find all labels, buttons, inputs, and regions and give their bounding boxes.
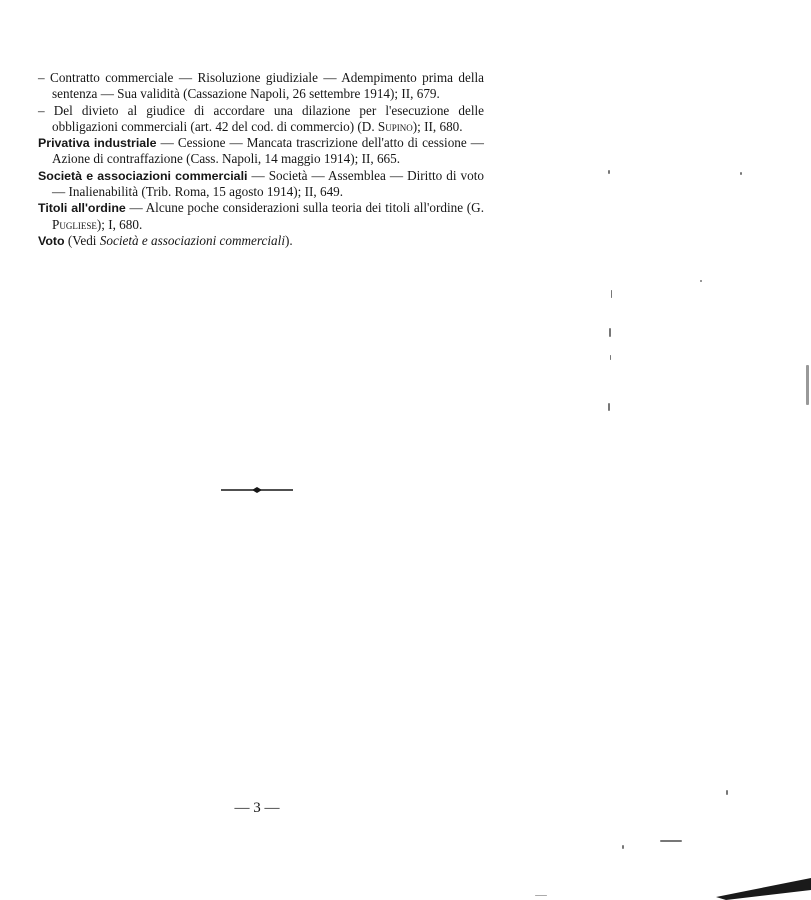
entry-heading: Società e associazioni commerciali: [38, 168, 248, 183]
scan-speck: [740, 172, 742, 175]
scan-edge-shadow: [716, 870, 811, 900]
entry-text-tail: ).: [284, 232, 293, 248]
scan-speck: [611, 290, 612, 298]
entry-dash: –: [38, 102, 54, 118]
entry-heading: Voto: [38, 233, 65, 248]
page-number: — 3 —: [234, 800, 280, 816]
entry-author: Pugliese: [52, 216, 97, 232]
entry-text: — Alcune poche considerazioni sulla teoria dei titoli all'ordine (G.: [125, 200, 484, 216]
entry-heading: Privativa industriale: [38, 136, 157, 151]
entry-crossref: Società e associazioni commerciali: [99, 232, 285, 248]
entry-author: Supino: [377, 118, 413, 134]
scan-speck: [608, 170, 610, 174]
index-entry: [38, 70, 484, 103]
scan-speck: [610, 355, 611, 360]
scan-speck: [622, 845, 624, 849]
section-divider-ornament: [220, 482, 294, 498]
entry-dash: –: [38, 70, 51, 85]
entry-text: (Vedi: [64, 232, 100, 248]
scan-speck: [608, 403, 610, 411]
entry-text: Del divieto al giudice di accordare una dilazione per l'esecuzione delle obbligazioni commerciali (art. 42 del cod. di commercio) (D.: [52, 102, 485, 134]
index-entry: [38, 135, 484, 168]
entry-text: — Cessione — Mancata trascrizione dell'atto di cessione — Azione di contraffazione (Cass. Napoli, 14 maggio 1914); II, 665.: [52, 135, 484, 167]
index-entry: [38, 200, 484, 233]
index-entry: [38, 168, 484, 201]
scan-speck: [806, 365, 809, 405]
index-entries: [38, 70, 484, 249]
scan-speck: [660, 840, 682, 842]
entry-text-tail: ); I, 680.: [96, 216, 143, 232]
entry-heading: Titoli all'ordine: [38, 201, 126, 216]
entry-text-tail: ); II, 680.: [412, 118, 463, 134]
index-entry: [38, 233, 484, 249]
scan-speck: [535, 895, 547, 896]
entry-text: — Società — Assemblea — Diritto di voto — Inalienabilità (Trib. Roma, 15 agosto 1914); II, 649.: [52, 167, 484, 200]
scan-speck: [726, 790, 728, 795]
scan-speck: [700, 280, 702, 282]
index-entry: [38, 103, 484, 136]
entry-text: Contratto commerciale — Risoluzione giudiziale — Adempimento prima della sentenza — Sua validità (Cassazione Napoli, 26 settembre 1914); II, 679.: [50, 70, 485, 102]
scan-speck: [609, 328, 611, 337]
